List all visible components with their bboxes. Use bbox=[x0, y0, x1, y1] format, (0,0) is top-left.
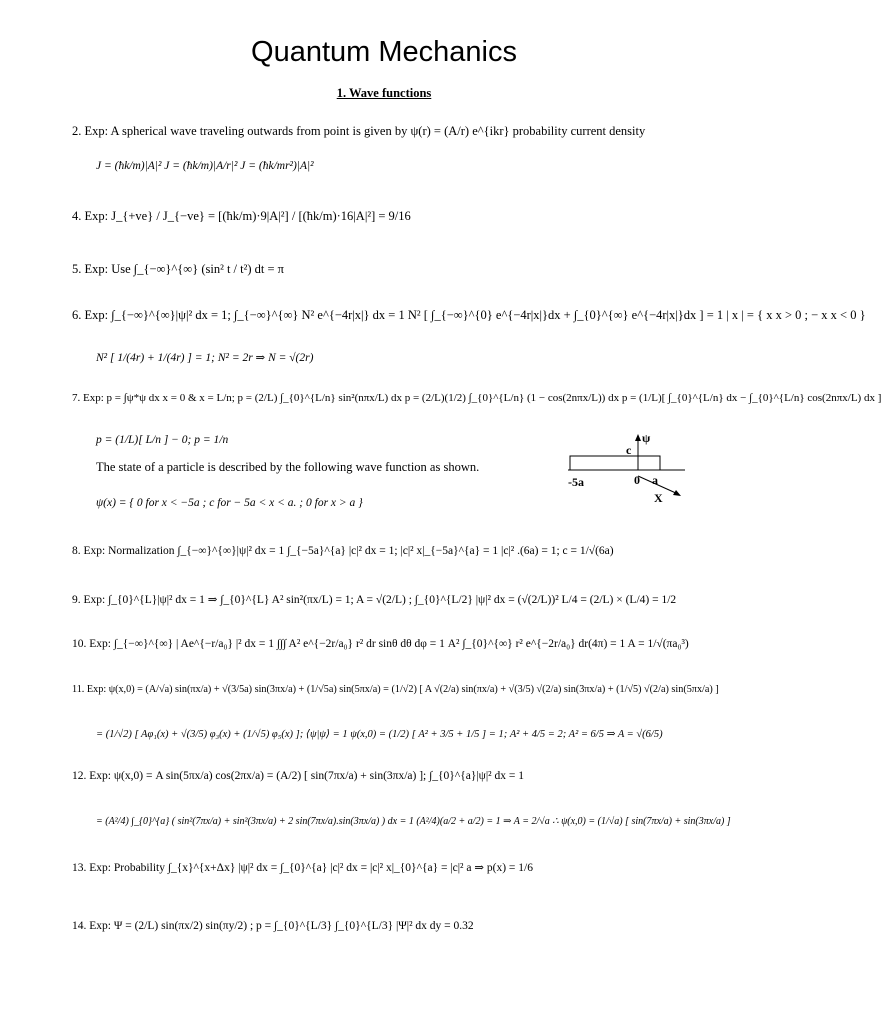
item-4-text: 4. Exp: J_{+ve} / J_{−ve} = [(ħk/m)·9|A|²] / [(ħk/m)·16|A|²] = 9/16 bbox=[72, 209, 411, 223]
item-11-text: 11. Exp: ψ(x,0) = (A/√a) sin(πx/a) + √(3/5a) sin(3πx/a) + (1/√5a) sin(5πx/a) = (1/√2) [ A √(2/a) sin(πx/a) + √(3/5) √(2/a) sin(3πx/a) + (1/√5) √(2/a) sin(5πx/a) ] bbox=[72, 684, 719, 695]
item-14-text: 14. Exp: Ψ = (2/L) sin(πx/2) sin(πy/2) ; p = ∫_{0}^{L/3} ∫_{0}^{L/3} |Ψ|² dx dy = 0.32 bbox=[72, 920, 474, 932]
page-title: Quantum Mechanics bbox=[251, 36, 517, 68]
item-7-equation: p = (1/L)[ L/n ] − 0; p = 1/n bbox=[96, 434, 229, 446]
particle-state-text: The state of a particle is described by the following wave function as shown. bbox=[96, 460, 480, 474]
item-11-equation: = (1/√2) [ Aφ₁(x) + √(3/5) φ₃(x) + (1/√5) φ₅(x) ]; ⟨ψ|ψ⟩ = 1 ψ(x,0) = (1/2) [ A² + 3/5 + 1/5 ] = 1; A² + 4/5 = 2; A² = 6/5 ⇒ A = √(6/5) bbox=[96, 729, 663, 740]
item-10-text: 10. Exp: ∫_{−∞}^{∞} | Ae^{−r/a₀} |² dx = 1 ∫∫∫ A² e^{−2r/a₀} r² dr sinθ dθ dφ = 1 A² ∫_{0}^{∞} r² e^{−2r/a₀} dr(4π) = 1 A = 1/√(πa₀³) bbox=[72, 638, 689, 650]
wave-function-definition: ψ(x) = { 0 for x < −5a ; c for − 5a < x < a. ; 0 for x > a } bbox=[96, 497, 363, 509]
item-5-text: 5. Exp: Use ∫_{−∞}^{∞} (sin² t / t²) dt = π bbox=[72, 262, 284, 276]
minus-5a-label: -5a bbox=[568, 475, 584, 489]
item-9-text: 9. Exp: ∫_{0}^{L}|ψ|² dx = 1 ⇒ ∫_{0}^{L} A² sin²(πx/L) = 1; A = √(2/L) ; ∫_{0}^{L/2} |ψ|² dx = (√(2/L))² L/4 = (2/L) × (L/4) = 1/2 bbox=[72, 594, 677, 606]
item-6-text: 6. Exp: ∫_{−∞}^{∞}|ψ|² dx = 1; ∫_{−∞}^{∞} N² e^{−4r|x|} dx = 1 N² [ ∫_{−∞}^{0} e^{−4r|x|}dx + ∫_{0}^{∞} e^{−4r|x|}dx ] = 1 | x | = { x x > 0 ; − x x < 0 } bbox=[72, 308, 866, 322]
x-axis-label: X bbox=[654, 491, 663, 505]
item-8-text: 8. Exp: Normalization ∫_{−∞}^{∞}|ψ|² dx = 1 ∫_{−5a}^{a} |c|² dx = 1; |c|² x|_{−5a}^{a} = 1 |c|² .(6a) = 1; c = 1/√(6a) bbox=[72, 545, 614, 557]
a-label: a bbox=[652, 473, 658, 487]
item-12-text: 12. Exp: ψ(x,0) = A sin(5πx/a) cos(2πx/a) = (A/2) [ sin(7πx/a) + sin(3πx/a) ]; ∫_{0}^{a}|ψ|² dx = 1 bbox=[72, 770, 524, 782]
item-2-equation: J = (ħk/m)|A|² J = (ħk/m)|A/r|² J = (ħk/mr²)|A|² bbox=[96, 160, 314, 172]
c-label: c bbox=[626, 443, 632, 457]
item-7-text: 7. Exp: p = ∫ψ*ψ dx x = 0 & x = L/n; p = (2/L) ∫_{0}^{L/n} sin²(nπx/L) dx p = (2/L)(1/2) ∫_{0}^{L/n} (1 − cos(2nπx/L)) dx p = (1/L)[ ∫_{0}^{L/n} dx − ∫_{0}^{L/n} cos(2nπx/L) dx ] bbox=[72, 392, 881, 404]
psi-label: ψ bbox=[642, 431, 651, 445]
item-13-text: 13. Exp: Probability ∫_{x}^{x+Δx} |ψ|² dx = ∫_{0}^{a} |c|² dx = |c|² x|_{0}^{a} = |c|² a ⇒ p(x) = 1/6 bbox=[72, 862, 533, 874]
item-2-text: 2. Exp: A spherical wave traveling outwards from point is given by ψ(r) = (A/r) e^{ikr} probability current density bbox=[72, 124, 646, 138]
item-6-equation: N² [ 1/(4r) + 1/(4r) ] = 1; N² = 2r ⇒ N = √(2r) bbox=[96, 352, 314, 364]
origin-label: 0 bbox=[634, 473, 640, 487]
section-heading: 1. Wave functions bbox=[336, 86, 432, 100]
item-12-equation: = (A²/4) ∫_{0}^{a} ( sin²(7πx/a) + sin²(3πx/a) + 2 sin(7πx/a).sin(3πx/a) ) dx = 1 (A²/4)(a/2 + a/2) = 1 ⇒ A = 2/√a ∴ ψ(x,0) = (1/√a) [ sin(7πx/a) + sin(3πx/a) ] bbox=[96, 816, 731, 827]
wave-function-figure bbox=[560, 430, 700, 505]
